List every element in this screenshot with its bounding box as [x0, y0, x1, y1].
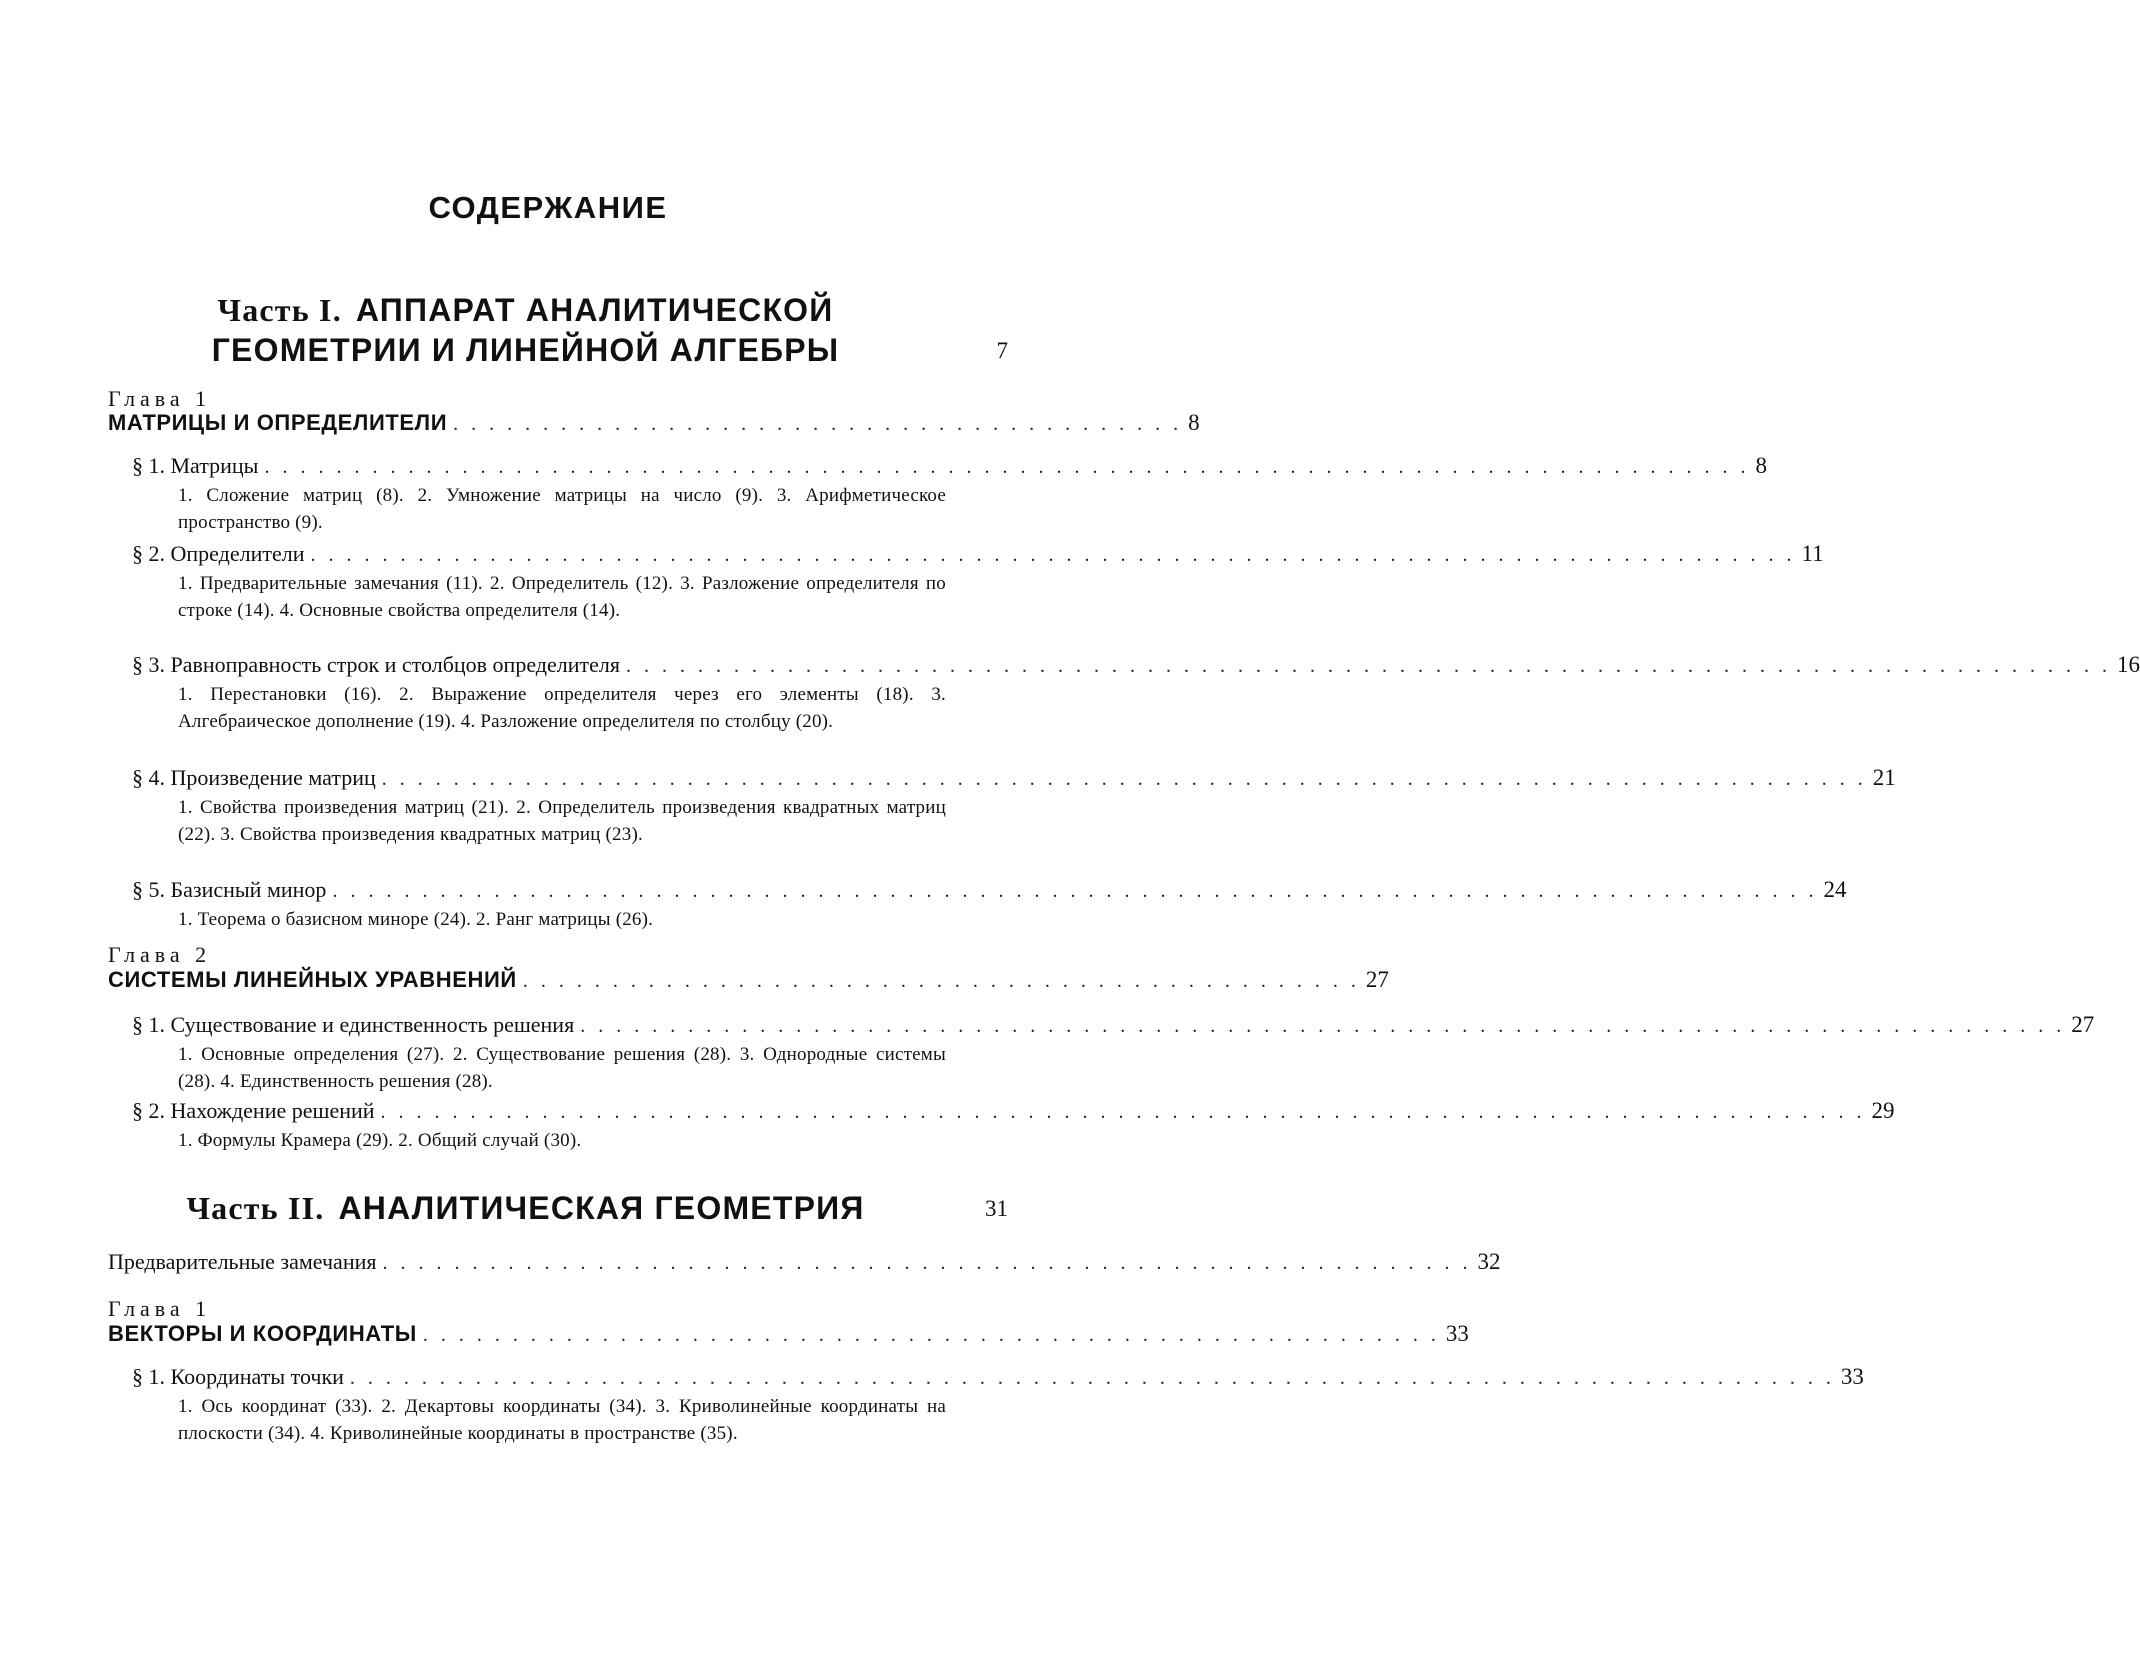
page-number: 8 — [1755, 453, 1767, 478]
leader-dots: . . . . . . . . . . . . . . . . . . . . . . . . . . . . . . . . . . . . . . . . . . . . . . . . . . . . . . . . . . . . . . . . . . . . . . . . . . . . . . . . . . . — [310, 544, 1796, 566]
part-2-title-line1: АНАЛИТИЧЕСКАЯ ГЕОМЕТРИЯ — [338, 1190, 865, 1226]
leader-dots: . . . . . . . . . . . . . . . . . . . . . . . . . . . . . . . . . . . . . . . . . . . . . . . . . . . . . . . . . . . . . . . . . . . . . . . . . . . . . . . . . . . — [580, 1015, 2066, 1037]
section-title: § 1. Координаты точки — [132, 1364, 344, 1389]
page-number: 8 — [1188, 410, 1200, 435]
leader-dots: . . . . . . . . . . . . . . . . . . . . . . . . . . . . . . . . . . . . . . . . . . . . . . . — [522, 970, 1360, 992]
chapter-label: Глава 1 — [108, 1296, 212, 1321]
page-number: 11 — [1801, 541, 1824, 566]
section-title: § 5. Базисный минор — [132, 877, 327, 902]
leader-dots: . . . . . . . . . . . . . . . . . . . . . . . . . . . . . . . . . . . . . . . . . . . . . . . . . . . . . . . . . . . . . . . . . . . . . . . . . . . . . . . . . . . — [381, 768, 1867, 790]
section-title: § 3. Равноправность строк и столбцов определителя — [132, 652, 620, 677]
part-2-title[interactable] — [108, 1188, 943, 1228]
section-contents: 1. Формулы Крамера (29). 2. Общий случай (30). — [178, 1130, 582, 1151]
section-title: § 2. Определители — [132, 541, 305, 566]
section-contents: 1. Предварительные замечания (11). 2. Определитель (12). 3. Разложение определителя по строке (14). 4. Основные свойства определителя (14). — [178, 573, 946, 621]
page-number: 33 — [1445, 1321, 1469, 1346]
leader-dots: . . . . . . . . . . . . . . . . . . . . . . . . . . . . . . . . . . . . . . . . . — [453, 413, 1183, 435]
section-row[interactable] — [132, 1364, 1864, 1394]
page-number: 27 — [1365, 967, 1389, 992]
chapter-label: Глава 1 — [108, 386, 212, 411]
leader-dots: . . . . . . . . . . . . . . . . . . . . . . . . . . . . . . . . . . . . . . . . . . . . . . . . . . . . . . . . . . . . . . . . . . . . . . . . . . . . . . . . . . . — [626, 655, 2111, 677]
prelim-row[interactable] — [108, 1249, 1501, 1279]
section-row[interactable] — [132, 765, 1896, 795]
chapter-title: СИСТЕМЫ ЛИНЕЙНЫХ УРАВНЕНИЙ — [108, 967, 517, 992]
page-number: 32 — [1477, 1249, 1501, 1274]
part-1-number: Часть I. — [217, 292, 342, 328]
chapter-1-row[interactable] — [108, 410, 1200, 440]
section-contents: 1. Основные определения (27). 2. Существование решения (28). 3. Однородные системы (28). 4. Единственность решения (28). — [178, 1044, 946, 1092]
section-row[interactable] — [132, 453, 1767, 483]
chapter-title: ВЕКТОРЫ И КООРДИНАТЫ — [108, 1321, 417, 1346]
page-number: 33 — [1840, 1364, 1864, 1389]
leader-dots: . . . . . . . . . . . . . . . . . . . . . . . . . . . . . . . . . . . . . . . . . . . . . . . . . . . . . . . . . . . . . . . . . . . . . . . . . . . . . . . . . . . — [380, 1101, 1866, 1123]
leader-dots: . . . . . . . . . . . . . . . . . . . . . . . . . . . . . . . . . . . . . . . . . . . . . . . . . . . . . . . . . . . . . . . . . . . . . . . . . . . . . . . . . . . — [264, 456, 1750, 478]
part-1-title-line1: АППАРАТ АНАЛИТИЧЕСКОЙ — [355, 292, 834, 328]
leader-dots: . . . . . . . . . . . . . . . . . . . . . . . . . . . . . . . . . . . . . . . . . . . . . . . . . . . . . . . . . . . . . . . . . . . . . . . . . . . . . . . . . . . — [349, 1367, 1835, 1389]
page-title: СОДЕРЖАНИЕ — [428, 190, 668, 225]
section-row[interactable] — [132, 877, 1847, 907]
page-number: 24 — [1823, 877, 1847, 902]
part-1-title-line2: ГЕОМЕТРИИ И ЛИНЕЙНОЙ АЛГЕБРЫ — [211, 332, 840, 368]
section-row[interactable] — [132, 541, 1824, 571]
section-contents: 1. Теорема о базисном миноре (24). 2. Ранг матрицы (26). — [178, 909, 654, 930]
page-number: 29 — [1871, 1098, 1895, 1123]
part-1-page: 7 — [996, 338, 1008, 363]
section-contents: 1. Ось координат (33). 2. Декартовы координаты (34). 3. Криволинейные координаты на плоскости (34). 4. Криволинейные координаты в пространстве (35). — [178, 1396, 946, 1444]
part-2-page: 31 — [985, 1196, 1008, 1221]
section-title: § 1. Матрицы — [132, 453, 259, 478]
leader-dots: . . . . . . . . . . . . . . . . . . . . . . . . . . . . . . . . . . . . . . . . . . . . . . . . . . . . . . . . . . . . . — [382, 1252, 1472, 1274]
page-number: 21 — [1872, 765, 1896, 790]
leader-dots: . . . . . . . . . . . . . . . . . . . . . . . . . . . . . . . . . . . . . . . . . . . . . . . . . . . . . . . . . — [422, 1324, 1440, 1346]
section-row[interactable] — [132, 1098, 1895, 1128]
chapter-label: Глава 2 — [108, 942, 212, 967]
page-number: 27 — [2071, 1012, 2095, 1037]
section-title: Предварительные замечания — [108, 1249, 377, 1274]
chapter-row[interactable] — [108, 1321, 1469, 1351]
section-contents: 1. Свойства произведения матриц (21). 2. Определитель произведения квадратных матриц (22). 3. Свойства произведения квадратных матриц (23). — [178, 797, 946, 845]
part-1-title[interactable] — [108, 290, 943, 370]
section-title: § 1. Существование и единственность решения — [132, 1012, 575, 1037]
section-title: § 4. Произведение матриц — [132, 765, 376, 790]
section-row[interactable] — [132, 1012, 2095, 1042]
chapter-2-row[interactable] — [108, 967, 1389, 997]
chapter-title: МАТРИЦЫ И ОПРЕДЕЛИТЕЛИ — [108, 410, 448, 435]
section-row[interactable] — [132, 652, 2140, 682]
section-contents: 1. Сложение матриц (8). 2. Умножение матрицы на число (9). 3. Арифметическое пространство (9). — [178, 485, 946, 533]
section-title: § 2. Нахождение решений — [132, 1098, 375, 1123]
page-number: 16 — [2117, 652, 2140, 677]
part-2-number: Часть II. — [186, 1190, 325, 1226]
section-contents: 1. Перестановки (16). 2. Выражение определителя через его элементы (18). 3. Алгебраическое дополнение (19). 4. Разложение определителя по столбцу (20). — [178, 684, 946, 732]
leader-dots: . . . . . . . . . . . . . . . . . . . . . . . . . . . . . . . . . . . . . . . . . . . . . . . . . . . . . . . . . . . . . . . . . . . . . . . . . . . . . . . . . . . — [332, 880, 1818, 902]
